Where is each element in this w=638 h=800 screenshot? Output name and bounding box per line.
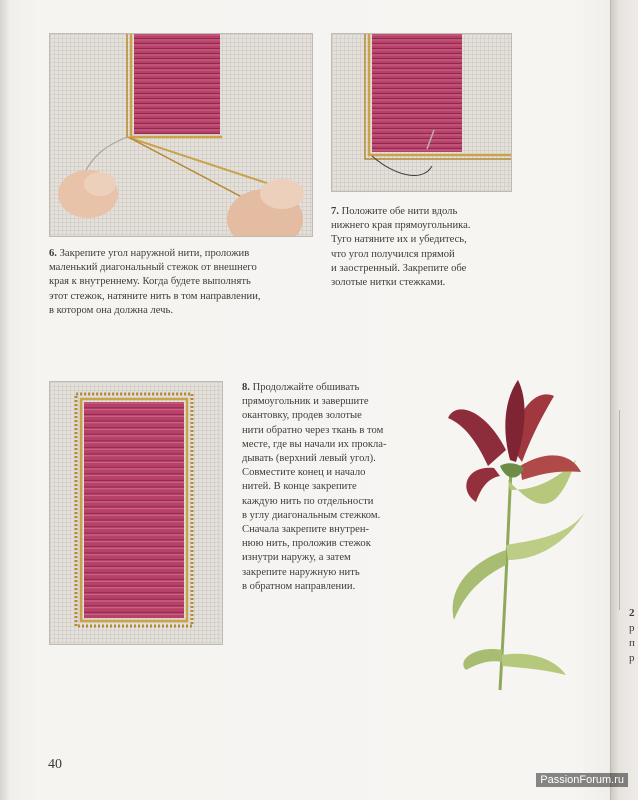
caption-line: нижнего края прямоугольника. xyxy=(331,220,471,232)
caption-line: Туго натяните их и убедитесь, xyxy=(331,234,467,246)
step-number: 8. xyxy=(242,382,250,393)
caption-line: что угол получился прямой xyxy=(331,248,455,260)
photo-step-8 xyxy=(49,381,223,645)
leaf xyxy=(463,649,502,670)
caption-line: каждую нить по отдельности xyxy=(242,495,374,507)
caption-step-8 xyxy=(242,381,387,594)
caption-line: месте, где вы начали их прокла- xyxy=(242,438,387,450)
caption-line: прямоугольник и завершите xyxy=(242,396,369,408)
petal xyxy=(520,455,581,480)
pink-stitched-rectangle xyxy=(134,34,220,134)
caption-line: окантовку, продев золотые xyxy=(242,410,362,422)
caption-line: нити обратно через ткань в том xyxy=(242,424,384,436)
caption-line: маленький диагональный стежок от внешнего xyxy=(49,262,257,274)
caption-line: изнутри наружу, а затем xyxy=(242,552,351,564)
caption-line: 7. Положите обе нити вдоль xyxy=(331,206,458,217)
adjacent-page-fragment: 2 xyxy=(629,607,635,619)
leaf xyxy=(506,510,586,560)
caption-step-7 xyxy=(331,205,471,290)
adjacent-page-edge xyxy=(610,0,638,800)
caption-line: Совместите конец и начало xyxy=(242,467,366,479)
finished-stitched-rectangle xyxy=(84,402,184,618)
caption-line: Сначала закрепите внутрен- xyxy=(242,524,370,536)
caption-line: нюю нить, проложив стежок xyxy=(242,538,371,550)
petal xyxy=(466,468,500,502)
leaf xyxy=(502,654,566,675)
caption-line: в углу диагональным стежком. xyxy=(242,509,381,521)
caption-line: в обратном направлении. xyxy=(242,580,356,592)
caption-line: 6. Закрепите угол наружной нити, проложив xyxy=(49,248,250,259)
adjacent-page-fragment: р xyxy=(629,622,635,634)
photo-step-7 xyxy=(331,33,512,192)
step-number: 6. xyxy=(49,248,57,259)
page-number: 40 xyxy=(48,757,62,772)
caption-line: 8. Продолжайте обшивать xyxy=(242,382,360,393)
caption-step-6 xyxy=(49,247,261,318)
petal xyxy=(448,409,506,466)
caption-line: закрепите наружную нить xyxy=(242,566,360,578)
caption-line: дывать (верхний левый угол). xyxy=(242,453,376,465)
page-gutter-shadow xyxy=(0,0,10,800)
leaf xyxy=(453,550,506,620)
photo-step-6 xyxy=(49,33,313,237)
caption-line: края к внутреннему. Когда будете выполнять xyxy=(49,276,251,288)
adjacent-page-rule xyxy=(619,410,630,610)
caption-line: и заостренный. Закрепите обе xyxy=(331,262,467,274)
step-number: 7. xyxy=(331,206,339,217)
caption-line: этот стежок, натяните нить в том направлении, xyxy=(49,290,261,302)
caption-line: нитей. В конце закрепите xyxy=(242,481,357,493)
site-watermark: PassionForum.ru xyxy=(536,773,628,787)
pink-stitched-rectangle xyxy=(372,34,462,152)
flower-illustration xyxy=(436,370,586,710)
adjacent-page-fragment: р xyxy=(629,652,635,664)
caption-line: в котором она должна лечь. xyxy=(49,304,173,316)
adjacent-page-fragment: п xyxy=(629,637,635,649)
caption-line: золотые нитки стежками. xyxy=(331,277,446,289)
